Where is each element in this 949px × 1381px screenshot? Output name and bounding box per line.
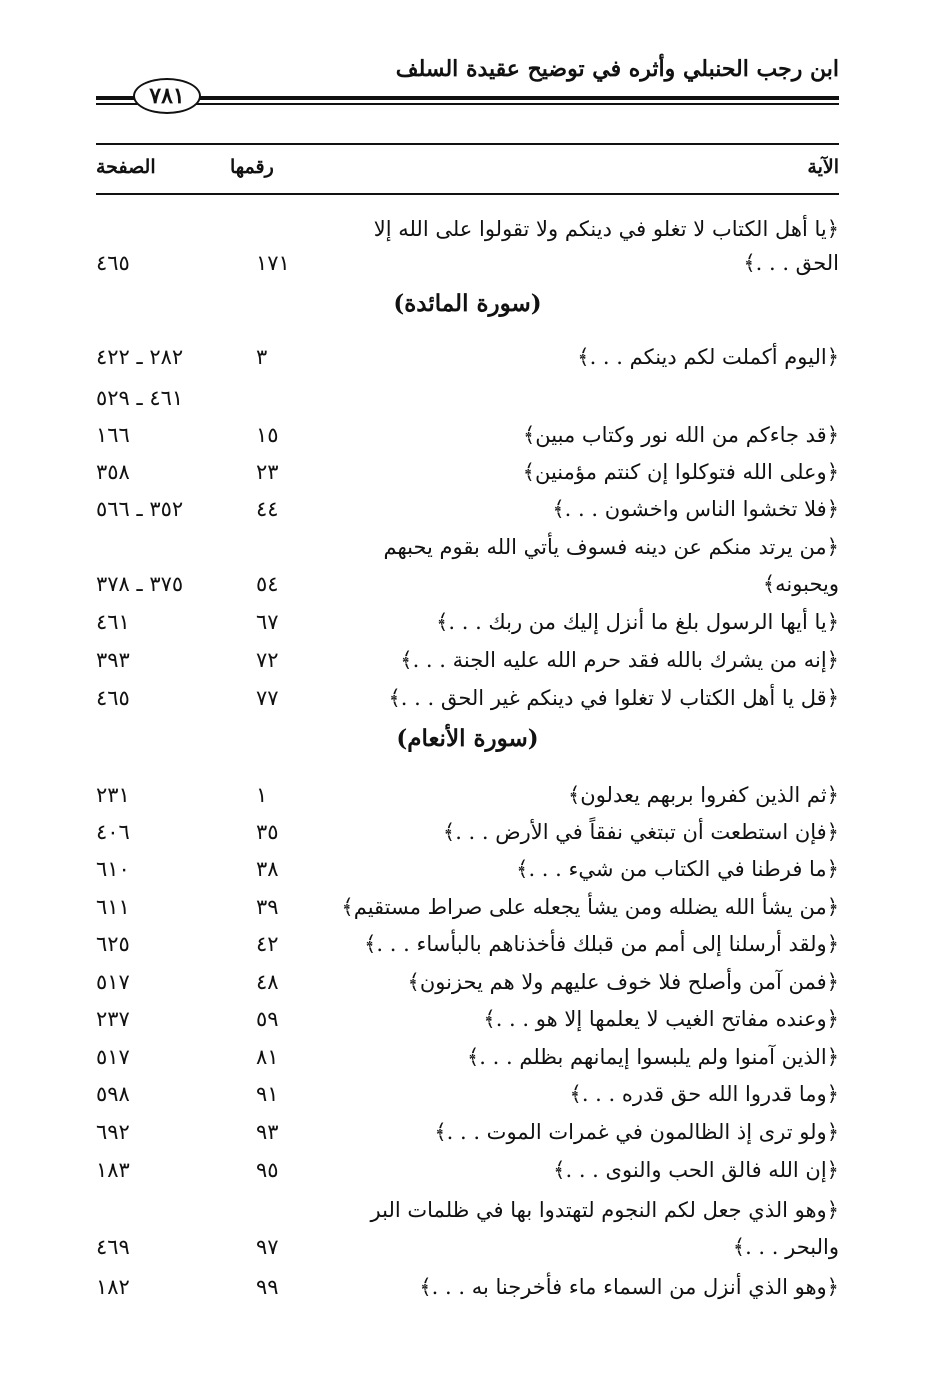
table-row [96, 643, 839, 677]
table-row [96, 778, 839, 812]
verse-number: ٣٥ [256, 820, 279, 844]
verse-number: ٩٣ [256, 1120, 279, 1144]
page-reference: ٤٦٥ [96, 251, 130, 275]
verse-text: ﴿اليوم أكملت لكم دينكم . . .﴾ [577, 345, 839, 369]
page-reference: ٦٩٢ [96, 1120, 130, 1144]
verse-text: ﴿قد جاءكم من الله نور وكتاب مبين﴾ [522, 423, 839, 447]
page-reference: ٦١٠ [96, 857, 130, 881]
verse-text: ﴿إن الله فالق الحب والنوى . . .﴾ [553, 1158, 839, 1182]
verse-number: ٤٢ [256, 932, 279, 956]
table-row [96, 1153, 839, 1187]
page-reference: ٢٣١ [96, 783, 130, 807]
page-reference: ٢٨٢ ـ ٤٢٢ [96, 345, 184, 369]
table-row [96, 492, 839, 526]
verse-text: ﴿من يشأ الله يضلله ومن يشأ يجعله على صراط مستقيم﴾ [341, 895, 839, 919]
verse-text: ﴿ولقد أرسلنا إلى أمم من قبلك فأخذناهم بالبأساء . . .﴾ [364, 932, 839, 956]
page-reference: ٤٦١ ـ ٥٢٩ [96, 386, 184, 410]
verse-number: ٢٣ [256, 460, 279, 484]
page-reference: ٣٥٢ ـ ٥٦٦ [96, 497, 184, 521]
page-reference: ٥١٧ [96, 1045, 130, 1069]
column-header-verse: الآية [807, 156, 839, 178]
table-row [96, 1230, 839, 1264]
page-reference: ١٨٢ [96, 1275, 130, 1299]
verse-text: ﴿ثم الذين كفروا بربهم يعدلون﴾ [567, 783, 839, 807]
verse-text: ﴿من يرتد منكم عن دينه فسوف يأتي الله بقوم يحبهم [383, 535, 839, 559]
verse-text: ﴿قل يا أهل الكتاب لا تغلوا في دينكم غير الحق . . .﴾ [388, 686, 839, 710]
page-reference: ٥٩٨ [96, 1082, 130, 1106]
page-reference: ٤٦٩ [96, 1235, 130, 1259]
verse-number: ٤٤ [256, 497, 279, 521]
verse-text: ﴿وهو الذي أنزل من السماء ماء فأخرجنا به . . .﴾ [419, 1275, 839, 1299]
verse-text: ﴿وعنده مفاتح الغيب لا يعلمها إلا هو . . .﴾ [483, 1007, 839, 1031]
verse-text: ﴿الذين آمنوا ولم يلبسوا إيمانهم بظلم . . .﴾ [466, 1045, 839, 1069]
table-row [96, 852, 839, 886]
verse-number: ٤٨ [256, 970, 279, 994]
table-row [96, 212, 839, 246]
verse-number: ١٥ [256, 423, 279, 447]
page-reference: ٦١١ [96, 895, 130, 919]
surah-heading: (سورة المائدة) [393, 290, 542, 317]
verse-number: ١٧١ [256, 251, 290, 275]
page-number-badge [133, 78, 201, 114]
table-row [96, 1002, 839, 1036]
page-reference: ٦٢٥ [96, 932, 130, 956]
table-row [96, 681, 839, 715]
table-row [96, 1193, 839, 1227]
verse-number: ٧٧ [256, 686, 279, 710]
verse-number: ٣ [256, 345, 268, 369]
verse-text: ﴿وما قدروا الله حق قدره . . .﴾ [569, 1082, 839, 1106]
page-reference: ٢٣٧ [96, 1007, 130, 1031]
header-rule-thin [96, 103, 839, 105]
verse-number: ٥٩ [256, 1007, 279, 1031]
page-reference: ١٨٣ [96, 1158, 130, 1182]
page-reference: ٤٦٥ [96, 686, 130, 710]
verse-text: ﴿فمن آمن وأصلح فلا خوف عليهم ولا هم يحزنون﴾ [407, 970, 839, 994]
column-header-page: الصفحة [96, 156, 156, 178]
verse-number: ٥٤ [256, 572, 279, 596]
verse-text: ﴿يا أهل الكتاب لا تغلو في دينكم ولا تقولوا على الله إلا [373, 217, 839, 241]
verse-number: ٦٧ [256, 610, 279, 634]
table-row [96, 567, 839, 601]
page-reference: ٣٧٥ ـ ٣٧٨ [96, 572, 184, 596]
verse-text: ﴿وعلى الله فتوكلوا إن كنتم مؤمنين﴾ [522, 460, 839, 484]
page-reference: ٥١٧ [96, 970, 130, 994]
table-row [96, 890, 839, 924]
running-header-title: ابن رجب الحنبلي وأثره في توضيح عقيدة السلف [395, 56, 839, 82]
verse-text: ﴿فلا تخشوا الناس واخشون . . .﴾ [552, 497, 839, 521]
verse-number: ٩٥ [256, 1158, 279, 1182]
verse-text: ﴿ولو ترى إذ الظالمون في غمرات الموت . . .﴾ [434, 1120, 839, 1144]
table-row [96, 965, 839, 999]
surah-heading: (سورة الأنعام) [396, 725, 539, 752]
table-row [96, 455, 839, 489]
table-row [96, 340, 839, 374]
verse-text: ويحبونه﴾ [762, 572, 839, 596]
page-reference: ٤٠٦ [96, 820, 130, 844]
verse-number: ٣٨ [256, 857, 279, 881]
verse-number: ٩٩ [256, 1275, 279, 1299]
table-row [96, 1115, 839, 1149]
verse-text: ﴿يا أيها الرسول بلغ ما أنزل إليك من ربك . . .﴾ [436, 610, 839, 634]
verse-number: ١ [256, 783, 268, 807]
table-row [96, 530, 839, 564]
page-reference: ١٦٦ [96, 423, 130, 447]
verse-number: ٩٧ [256, 1235, 279, 1259]
verse-number: ٨١ [256, 1045, 279, 1069]
table-header-bottom-rule [96, 193, 839, 195]
page-reference: ٤٦١ [96, 610, 130, 634]
table-row [96, 815, 839, 849]
page-reference: ٣٩٣ [96, 648, 130, 672]
table-row [96, 381, 839, 415]
verse-text: ﴿وهو الذي جعل لكم النجوم لتهتدوا بها في ظلمات البر [370, 1198, 839, 1222]
header-rule-thick [96, 96, 839, 100]
verse-text: ﴿فإن استطعت أن تبتغي نفقاً في الأرض . . .﴾ [442, 820, 839, 844]
table-row [96, 1040, 839, 1074]
verse-text: والبحر . . .﴾ [732, 1235, 839, 1259]
table-row [96, 418, 839, 452]
verse-number: ٩١ [256, 1082, 279, 1106]
verse-text: ﴿ما فرطنا في الكتاب من شيء . . .﴾ [516, 857, 839, 881]
column-header-number: رقمها [230, 156, 274, 178]
verse-number: ٧٢ [256, 648, 279, 672]
verse-text: ﴿إنه من يشرك بالله فقد حرم الله عليه الجنة . . .﴾ [400, 648, 839, 672]
page-reference: ٣٥٨ [96, 460, 130, 484]
table-row [96, 246, 839, 280]
page-number: ٧٨١ [149, 83, 185, 109]
table-header-top-rule [96, 143, 839, 145]
verse-text: الحق . . .﴾ [743, 251, 839, 275]
table-row [96, 1270, 839, 1304]
table-row [96, 605, 839, 639]
verse-number: ٣٩ [256, 895, 279, 919]
table-row [96, 927, 839, 961]
table-row [96, 1077, 839, 1111]
